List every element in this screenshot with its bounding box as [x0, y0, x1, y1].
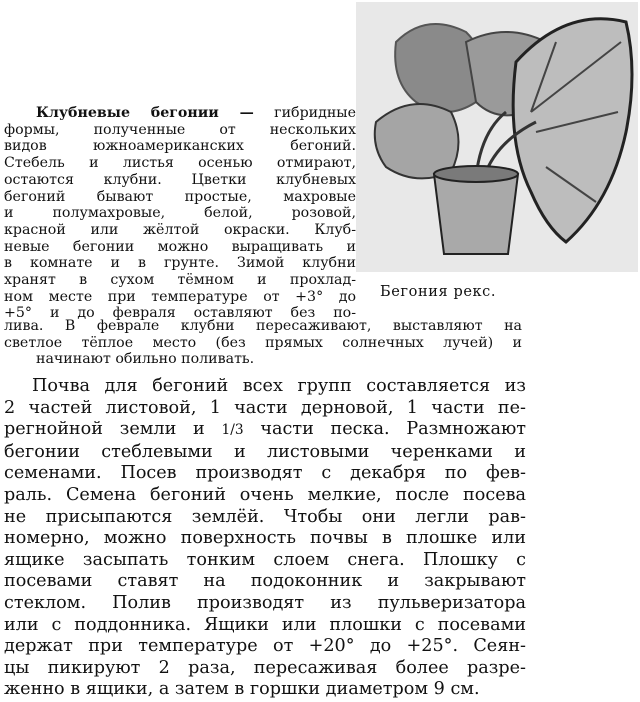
text-line: остаются клубни. Цветки клубневых	[4, 171, 356, 188]
text-line: стеклом. Полив производят из пульверизатора	[4, 592, 526, 613]
text-line: ном месте при температуре от +3° до	[4, 288, 356, 305]
text-line: номерно, можно поверхность почвы в плошке или	[4, 528, 526, 549]
text-line: раль. Семена бегоний очень мелкие, после посева	[4, 484, 526, 505]
text-line: +5° и до февраля оставляют без по-	[4, 305, 356, 322]
text-line: красной или жёлтой окраски. Клуб-	[4, 221, 356, 238]
text-line: или с поддонника. Ящики или плошки с посевами	[4, 614, 526, 635]
text-line: начинают обильно поливать.	[36, 351, 255, 368]
text-line: в комнате и в грунте. Зимой клубни	[4, 255, 356, 272]
photo-caption: Бегония рекс.	[380, 284, 497, 300]
text-line: и полумахровые, белой, розовой,	[4, 205, 356, 222]
text-line: лива. В феврале клубни пересаживают, выставляют на	[4, 318, 522, 334]
text-line: хранят в сухом тёмном и прохлад-	[4, 272, 356, 289]
text-line: цы пикируют 2 раза, пересаживая более разре-	[4, 657, 526, 678]
soil-propagation-paragraph	[4, 376, 526, 701]
text-line: формы, полученные от нескольких	[4, 121, 356, 138]
text-line: регнойной земли и 1/3 части песка. Размножают	[4, 419, 526, 440]
fraction-one-third: 1/3	[221, 422, 244, 439]
text-line: светлое тёплое место (без прямых солнечных лучей) и	[4, 334, 522, 351]
text-line: женно в ящики, а затем в горшки диаметром 9 см.	[4, 679, 480, 700]
text-line: не присыпаются землёй. Чтобы они легли рав-	[4, 506, 526, 527]
text-line: Стебель и листья осенью отмирают,	[4, 155, 356, 172]
text-line: бегоний бывают простые, махровые	[4, 188, 356, 205]
text-line: семенами. Посев производят с декабря по фев-	[4, 463, 526, 484]
section-heading: Клубневые бегонии —	[36, 105, 254, 121]
tuber-begonias-continuation	[4, 318, 522, 368]
text-line: бегонии стеблевыми и листовыми черенками и	[4, 441, 526, 462]
text-line: посевами ставят на подоконник и закрывают	[4, 571, 526, 592]
text-line: Почва для бегоний всех групп составляется из	[32, 376, 526, 396]
begonia-rex-photo	[356, 2, 638, 272]
paragraph-first-line: Клубневые бегонии — гибридные	[36, 105, 356, 121]
text-line: 2 частей листовой, 1 части дерновой, 1 части пе-	[4, 397, 526, 418]
text-line: держат при температуре от +20° до +25°. Сеян-	[4, 636, 526, 657]
tuber-begonias-paragraph	[4, 105, 356, 322]
text-line: невые бегонии можно выращивать и	[4, 238, 356, 255]
text-line: видов южноамериканских бегоний.	[4, 138, 356, 155]
text-line: ящике засыпать тонким слоем снега. Плошку с	[4, 549, 526, 570]
